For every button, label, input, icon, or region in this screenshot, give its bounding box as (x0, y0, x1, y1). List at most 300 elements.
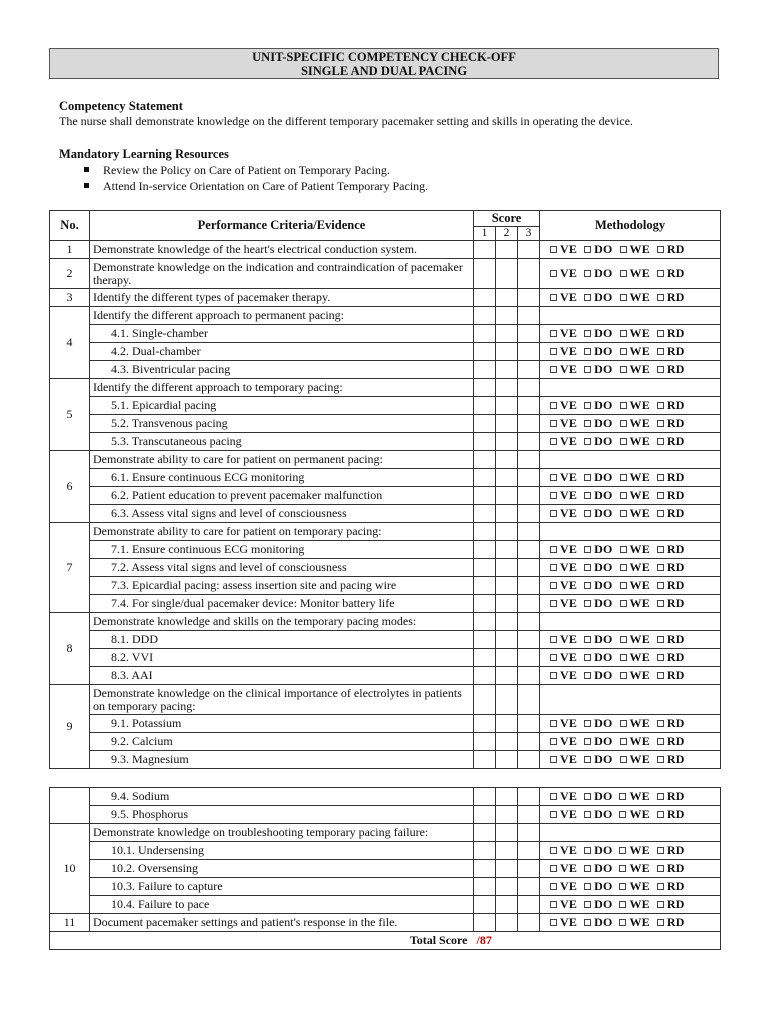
methodology-option-we[interactable] (619, 880, 649, 893)
score-cell-2[interactable] (496, 241, 518, 259)
methodology-option-ve[interactable] (550, 267, 577, 280)
methodology-option-we[interactable] (620, 561, 650, 574)
checkbox-icon[interactable] (620, 672, 627, 679)
score-cell-3[interactable] (518, 541, 540, 559)
methodology-option-we[interactable] (620, 291, 650, 304)
checkbox-icon[interactable] (550, 582, 557, 589)
checkbox-icon[interactable] (657, 811, 664, 818)
checkbox-icon[interactable] (584, 811, 591, 818)
checkbox-icon[interactable] (657, 348, 664, 355)
methodology-option-we[interactable] (619, 916, 649, 929)
methodology-option-we[interactable] (620, 669, 650, 682)
score-cell-1[interactable] (474, 325, 496, 343)
methodology-option-ve[interactable] (550, 561, 577, 574)
score-cell-1[interactable] (474, 259, 496, 289)
checkbox-icon[interactable] (657, 366, 664, 373)
methodology-option-do[interactable] (584, 844, 612, 857)
checkbox-icon[interactable] (620, 738, 627, 745)
checkbox-icon[interactable] (550, 600, 557, 607)
checkbox-icon[interactable] (619, 865, 626, 872)
checkbox-icon[interactable] (550, 330, 557, 337)
methodology-option-we[interactable] (620, 507, 650, 520)
methodology-option-rd[interactable] (657, 880, 685, 893)
checkbox-icon[interactable] (550, 756, 557, 763)
score-cell-2[interactable] (496, 487, 518, 505)
methodology-option-ve[interactable] (550, 417, 577, 430)
methodology-option-do[interactable] (584, 417, 612, 430)
methodology-option-rd[interactable] (657, 417, 685, 430)
checkbox-icon[interactable] (584, 546, 591, 553)
score-cell-2[interactable] (496, 451, 518, 469)
checkbox-icon[interactable] (550, 270, 557, 277)
methodology-option-do[interactable] (584, 916, 612, 929)
checkbox-icon[interactable] (584, 793, 591, 800)
score-cell-2[interactable] (496, 649, 518, 667)
score-cell-2[interactable] (496, 433, 518, 451)
methodology-option-do[interactable] (584, 633, 612, 646)
methodology-option-do[interactable] (584, 399, 612, 412)
methodology-option-ve[interactable] (550, 898, 577, 911)
methodology-option-do[interactable] (584, 579, 612, 592)
checkbox-icon[interactable] (657, 564, 664, 571)
checkbox-icon[interactable] (584, 865, 591, 872)
score-cell-1[interactable] (474, 715, 496, 733)
checkbox-icon[interactable] (620, 564, 627, 571)
score-cell-1[interactable] (474, 788, 496, 806)
checkbox-icon[interactable] (657, 756, 664, 763)
score-cell-3[interactable] (518, 343, 540, 361)
checkbox-icon[interactable] (584, 564, 591, 571)
score-cell-1[interactable] (474, 595, 496, 613)
methodology-option-rd[interactable] (657, 267, 685, 280)
score-cell-2[interactable] (496, 842, 518, 860)
score-cell-3[interactable] (518, 241, 540, 259)
score-cell-1[interactable] (474, 896, 496, 914)
score-cell-3[interactable] (518, 896, 540, 914)
checkbox-icon[interactable] (657, 654, 664, 661)
score-cell-3[interactable] (518, 307, 540, 325)
methodology-option-rd[interactable] (657, 435, 685, 448)
checkbox-icon[interactable] (620, 600, 627, 607)
score-cell-3[interactable] (518, 361, 540, 379)
methodology-option-do[interactable] (584, 363, 612, 376)
checkbox-icon[interactable] (620, 510, 627, 517)
checkbox-icon[interactable] (584, 738, 591, 745)
score-cell-3[interactable] (518, 649, 540, 667)
checkbox-icon[interactable] (550, 246, 557, 253)
methodology-option-do[interactable] (584, 898, 612, 911)
checkbox-icon[interactable] (550, 366, 557, 373)
checkbox-icon[interactable] (657, 738, 664, 745)
checkbox-icon[interactable] (584, 474, 591, 481)
score-cell-3[interactable] (518, 878, 540, 896)
checkbox-icon[interactable] (550, 847, 557, 854)
checkbox-icon[interactable] (550, 294, 557, 301)
methodology-option-do[interactable] (584, 471, 612, 484)
methodology-option-rd[interactable] (657, 633, 685, 646)
methodology-option-do[interactable] (584, 862, 612, 875)
methodology-option-rd[interactable] (657, 363, 685, 376)
methodology-option-do[interactable] (584, 345, 612, 358)
methodology-option-do[interactable] (584, 243, 612, 256)
score-cell-1[interactable] (474, 361, 496, 379)
methodology-option-do[interactable] (584, 489, 612, 502)
score-cell-1[interactable] (474, 613, 496, 631)
score-cell-2[interactable] (496, 914, 518, 932)
score-cell-2[interactable] (496, 860, 518, 878)
score-cell-1[interactable] (474, 451, 496, 469)
methodology-option-rd[interactable] (657, 717, 685, 730)
checkbox-icon[interactable] (657, 246, 664, 253)
methodology-option-we[interactable] (620, 489, 650, 502)
checkbox-icon[interactable] (657, 883, 664, 890)
methodology-option-ve[interactable] (550, 543, 577, 556)
score-cell-3[interactable] (518, 860, 540, 878)
score-cell-3[interactable] (518, 259, 540, 289)
methodology-option-ve[interactable] (550, 327, 577, 340)
methodology-option-ve[interactable] (550, 735, 577, 748)
methodology-option-rd[interactable] (657, 471, 685, 484)
score-cell-3[interactable] (518, 595, 540, 613)
score-cell-3[interactable] (518, 325, 540, 343)
checkbox-icon[interactable] (550, 474, 557, 481)
score-cell-1[interactable] (474, 487, 496, 505)
methodology-option-we[interactable] (620, 243, 650, 256)
methodology-option-rd[interactable] (657, 561, 685, 574)
score-cell-2[interactable] (496, 824, 518, 842)
checkbox-icon[interactable] (619, 919, 626, 926)
score-cell-3[interactable] (518, 751, 540, 769)
score-cell-2[interactable] (496, 631, 518, 649)
checkbox-icon[interactable] (584, 654, 591, 661)
score-cell-3[interactable] (518, 415, 540, 433)
score-cell-3[interactable] (518, 613, 540, 631)
methodology-option-do[interactable] (584, 651, 612, 664)
checkbox-icon[interactable] (584, 348, 591, 355)
methodology-option-ve[interactable] (550, 579, 577, 592)
score-cell-3[interactable] (518, 842, 540, 860)
score-cell-1[interactable] (474, 415, 496, 433)
checkbox-icon[interactable] (657, 492, 664, 499)
checkbox-icon[interactable] (619, 901, 626, 908)
score-cell-3[interactable] (518, 914, 540, 932)
checkbox-icon[interactable] (657, 330, 664, 337)
methodology-option-ve[interactable] (550, 862, 577, 875)
score-cell-3[interactable] (518, 469, 540, 487)
score-cell-1[interactable] (474, 842, 496, 860)
methodology-option-rd[interactable] (657, 327, 685, 340)
score-cell-1[interactable] (474, 914, 496, 932)
score-cell-2[interactable] (496, 685, 518, 715)
methodology-option-we[interactable] (620, 327, 650, 340)
methodology-option-rd[interactable] (657, 579, 685, 592)
methodology-option-we[interactable] (619, 808, 649, 821)
checkbox-icon[interactable] (620, 330, 627, 337)
checkbox-icon[interactable] (584, 294, 591, 301)
checkbox-icon[interactable] (620, 636, 627, 643)
checkbox-icon[interactable] (620, 654, 627, 661)
checkbox-icon[interactable] (550, 546, 557, 553)
checkbox-icon[interactable] (584, 901, 591, 908)
methodology-option-do[interactable] (584, 717, 612, 730)
score-cell-3[interactable] (518, 733, 540, 751)
checkbox-icon[interactable] (550, 348, 557, 355)
score-cell-1[interactable] (474, 397, 496, 415)
score-cell-1[interactable] (474, 523, 496, 541)
score-cell-1[interactable] (474, 685, 496, 715)
methodology-option-rd[interactable] (657, 898, 685, 911)
methodology-option-we[interactable] (620, 597, 650, 610)
methodology-option-we[interactable] (620, 579, 650, 592)
checkbox-icon[interactable] (657, 600, 664, 607)
checkbox-icon[interactable] (657, 420, 664, 427)
checkbox-icon[interactable] (657, 919, 664, 926)
checkbox-icon[interactable] (657, 546, 664, 553)
score-cell-1[interactable] (474, 806, 496, 824)
checkbox-icon[interactable] (620, 438, 627, 445)
score-cell-2[interactable] (496, 379, 518, 397)
score-cell-3[interactable] (518, 397, 540, 415)
score-cell-2[interactable] (496, 613, 518, 631)
checkbox-icon[interactable] (550, 811, 557, 818)
methodology-option-we[interactable] (620, 267, 650, 280)
methodology-option-rd[interactable] (657, 651, 685, 664)
checkbox-icon[interactable] (550, 738, 557, 745)
methodology-option-we[interactable] (620, 417, 650, 430)
score-cell-1[interactable] (474, 289, 496, 307)
score-cell-3[interactable] (518, 559, 540, 577)
score-cell-1[interactable] (474, 505, 496, 523)
checkbox-icon[interactable] (657, 510, 664, 517)
methodology-option-ve[interactable] (550, 880, 577, 893)
methodology-option-we[interactable] (620, 735, 650, 748)
methodology-option-ve[interactable] (550, 291, 577, 304)
score-cell-2[interactable] (496, 878, 518, 896)
checkbox-icon[interactable] (657, 402, 664, 409)
methodology-option-do[interactable] (584, 267, 612, 280)
score-cell-1[interactable] (474, 667, 496, 685)
score-cell-2[interactable] (496, 415, 518, 433)
methodology-option-we[interactable] (620, 543, 650, 556)
methodology-option-do[interactable] (584, 435, 612, 448)
score-cell-3[interactable] (518, 289, 540, 307)
score-cell-2[interactable] (496, 751, 518, 769)
checkbox-icon[interactable] (550, 919, 557, 926)
score-cell-1[interactable] (474, 307, 496, 325)
checkbox-icon[interactable] (550, 438, 557, 445)
checkbox-icon[interactable] (584, 919, 591, 926)
checkbox-icon[interactable] (657, 901, 664, 908)
checkbox-icon[interactable] (550, 901, 557, 908)
checkbox-icon[interactable] (584, 883, 591, 890)
methodology-option-ve[interactable] (550, 753, 577, 766)
methodology-option-rd[interactable] (657, 399, 685, 412)
score-cell-1[interactable] (474, 241, 496, 259)
methodology-option-we[interactable] (620, 471, 650, 484)
checkbox-icon[interactable] (620, 546, 627, 553)
methodology-option-we[interactable] (620, 345, 650, 358)
score-cell-2[interactable] (496, 343, 518, 361)
checkbox-icon[interactable] (657, 793, 664, 800)
score-cell-1[interactable] (474, 469, 496, 487)
score-cell-3[interactable] (518, 685, 540, 715)
checkbox-icon[interactable] (584, 756, 591, 763)
checkbox-icon[interactable] (619, 811, 626, 818)
checkbox-icon[interactable] (620, 582, 627, 589)
score-cell-2[interactable] (496, 259, 518, 289)
methodology-option-rd[interactable] (657, 735, 685, 748)
score-cell-1[interactable] (474, 631, 496, 649)
methodology-option-rd[interactable] (657, 597, 685, 610)
checkbox-icon[interactable] (657, 865, 664, 872)
methodology-option-we[interactable] (619, 790, 649, 803)
checkbox-icon[interactable] (584, 402, 591, 409)
score-cell-2[interactable] (496, 595, 518, 613)
checkbox-icon[interactable] (620, 294, 627, 301)
score-cell-2[interactable] (496, 559, 518, 577)
checkbox-icon[interactable] (657, 474, 664, 481)
score-cell-1[interactable] (474, 559, 496, 577)
score-cell-3[interactable] (518, 788, 540, 806)
score-cell-1[interactable] (474, 824, 496, 842)
score-cell-2[interactable] (496, 733, 518, 751)
methodology-option-we[interactable] (620, 399, 650, 412)
methodology-option-rd[interactable] (657, 808, 685, 821)
checkbox-icon[interactable] (584, 672, 591, 679)
score-cell-2[interactable] (496, 667, 518, 685)
methodology-option-ve[interactable] (550, 651, 577, 664)
checkbox-icon[interactable] (620, 348, 627, 355)
score-cell-3[interactable] (518, 631, 540, 649)
checkbox-icon[interactable] (584, 720, 591, 727)
checkbox-icon[interactable] (620, 246, 627, 253)
checkbox-icon[interactable] (620, 720, 627, 727)
score-cell-2[interactable] (496, 788, 518, 806)
score-cell-2[interactable] (496, 541, 518, 559)
checkbox-icon[interactable] (550, 883, 557, 890)
methodology-option-do[interactable] (584, 543, 612, 556)
checkbox-icon[interactable] (584, 420, 591, 427)
methodology-option-do[interactable] (584, 669, 612, 682)
score-cell-1[interactable] (474, 733, 496, 751)
methodology-option-we[interactable] (619, 898, 649, 911)
checkbox-icon[interactable] (620, 420, 627, 427)
checkbox-icon[interactable] (620, 474, 627, 481)
score-cell-2[interactable] (496, 577, 518, 595)
checkbox-icon[interactable] (550, 636, 557, 643)
score-cell-1[interactable] (474, 577, 496, 595)
checkbox-icon[interactable] (657, 582, 664, 589)
score-cell-2[interactable] (496, 715, 518, 733)
checkbox-icon[interactable] (550, 510, 557, 517)
score-cell-3[interactable] (518, 667, 540, 685)
checkbox-icon[interactable] (550, 672, 557, 679)
checkbox-icon[interactable] (550, 420, 557, 427)
checkbox-icon[interactable] (657, 294, 664, 301)
checkbox-icon[interactable] (550, 402, 557, 409)
methodology-option-do[interactable] (584, 561, 612, 574)
methodology-option-do[interactable] (584, 507, 612, 520)
checkbox-icon[interactable] (550, 720, 557, 727)
methodology-option-ve[interactable] (550, 363, 577, 376)
score-cell-3[interactable] (518, 433, 540, 451)
score-cell-3[interactable] (518, 523, 540, 541)
methodology-option-we[interactable] (620, 363, 650, 376)
methodology-option-do[interactable] (584, 597, 612, 610)
checkbox-icon[interactable] (619, 847, 626, 854)
checkbox-icon[interactable] (620, 756, 627, 763)
methodology-option-ve[interactable] (550, 717, 577, 730)
methodology-option-ve[interactable] (550, 790, 577, 803)
score-cell-3[interactable] (518, 824, 540, 842)
score-cell-1[interactable] (474, 649, 496, 667)
methodology-option-ve[interactable] (550, 243, 577, 256)
methodology-option-do[interactable] (584, 808, 612, 821)
methodology-option-rd[interactable] (657, 844, 685, 857)
methodology-option-do[interactable] (584, 291, 612, 304)
methodology-option-rd[interactable] (657, 669, 685, 682)
checkbox-icon[interactable] (550, 492, 557, 499)
score-cell-1[interactable] (474, 379, 496, 397)
methodology-option-rd[interactable] (657, 916, 685, 929)
checkbox-icon[interactable] (619, 883, 626, 890)
methodology-option-we[interactable] (619, 844, 649, 857)
checkbox-icon[interactable] (620, 492, 627, 499)
checkbox-icon[interactable] (620, 402, 627, 409)
methodology-option-ve[interactable] (550, 435, 577, 448)
checkbox-icon[interactable] (620, 366, 627, 373)
methodology-option-do[interactable] (584, 880, 612, 893)
methodology-option-we[interactable] (620, 633, 650, 646)
methodology-option-rd[interactable] (657, 862, 685, 875)
score-cell-2[interactable] (496, 505, 518, 523)
checkbox-icon[interactable] (584, 438, 591, 445)
score-cell-2[interactable] (496, 325, 518, 343)
score-cell-3[interactable] (518, 487, 540, 505)
score-cell-1[interactable] (474, 343, 496, 361)
methodology-option-do[interactable] (584, 790, 612, 803)
methodology-option-rd[interactable] (657, 753, 685, 766)
checkbox-icon[interactable] (657, 720, 664, 727)
methodology-option-rd[interactable] (657, 291, 685, 304)
methodology-option-we[interactable] (620, 651, 650, 664)
score-cell-3[interactable] (518, 451, 540, 469)
score-cell-2[interactable] (496, 361, 518, 379)
methodology-option-ve[interactable] (550, 633, 577, 646)
methodology-option-rd[interactable] (657, 489, 685, 502)
score-cell-3[interactable] (518, 806, 540, 824)
checkbox-icon[interactable] (657, 438, 664, 445)
methodology-option-ve[interactable] (550, 597, 577, 610)
checkbox-icon[interactable] (657, 672, 664, 679)
checkbox-icon[interactable] (584, 636, 591, 643)
checkbox-icon[interactable] (619, 793, 626, 800)
checkbox-icon[interactable] (657, 847, 664, 854)
methodology-option-we[interactable] (620, 753, 650, 766)
methodology-option-ve[interactable] (550, 844, 577, 857)
methodology-option-do[interactable] (584, 753, 612, 766)
score-cell-2[interactable] (496, 806, 518, 824)
methodology-option-ve[interactable] (550, 399, 577, 412)
score-cell-2[interactable] (496, 289, 518, 307)
score-cell-3[interactable] (518, 577, 540, 595)
checkbox-icon[interactable] (584, 330, 591, 337)
methodology-option-ve[interactable] (550, 507, 577, 520)
methodology-option-ve[interactable] (550, 471, 577, 484)
checkbox-icon[interactable] (584, 492, 591, 499)
checkbox-icon[interactable] (550, 865, 557, 872)
methodology-option-rd[interactable] (657, 243, 685, 256)
